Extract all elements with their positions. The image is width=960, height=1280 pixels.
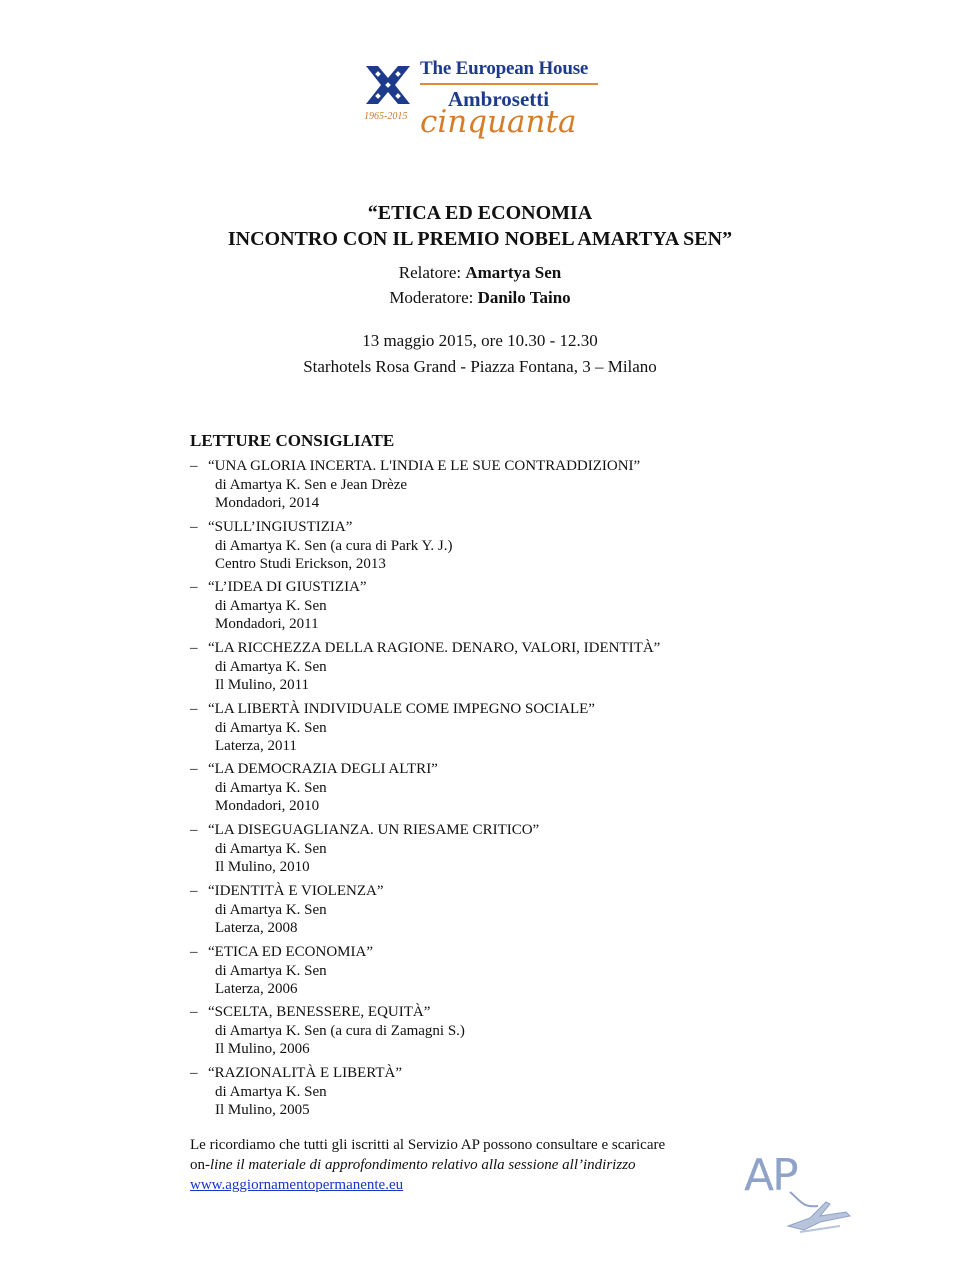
reading-title: “IDENTITÀ E VIOLENZA” (208, 882, 384, 899)
reading-item (190, 578, 790, 639)
reading-publisher: Laterza, 2006 (215, 980, 298, 997)
reading-title: “SULL’INGIUSTIZIA” (208, 518, 353, 535)
reading-author: di Amartya K. Sen (215, 659, 327, 676)
reading-item (190, 882, 790, 943)
event-title-line1: “ETICA ED ECONOMIA (367, 202, 593, 224)
moderatore-name: Danilo Taino (477, 288, 571, 307)
reading-item (190, 1064, 790, 1125)
reading-author: di Amartya K. Sen (215, 598, 327, 615)
reading-publisher: Mondadori, 2010 (215, 798, 320, 815)
reading-title: “SCELTA, BENESSERE, EQUITÀ” (208, 1004, 431, 1021)
event-venue: Starhotels Rosa Grand - Piazza Fontana, 3 – Milano (303, 357, 657, 376)
reading-dash: – (190, 700, 198, 717)
reading-dash: – (190, 1004, 198, 1021)
readings-list (190, 457, 790, 1125)
reading-publisher: Il Mulino, 2010 (215, 859, 310, 876)
reading-author: di Amartya K. Sen (215, 1083, 327, 1100)
moderatore-line (0, 288, 960, 308)
relatore-line (0, 263, 960, 283)
reading-item (190, 821, 790, 882)
reading-publisher: Laterza, 2008 (215, 919, 298, 936)
reading-author: di Amartya K. Sen (215, 962, 327, 979)
reading-author: di Amartya K. Sen (215, 780, 327, 797)
reading-publisher: Laterza, 2011 (215, 737, 297, 754)
reading-item (190, 457, 790, 518)
reading-author: di Amartya K. Sen (215, 719, 327, 736)
footer-line1: Le ricordiamo che tutti gli iscritti al Servizio AP possono consultare e scaricare (190, 1137, 666, 1153)
reading-item (190, 760, 790, 821)
ambrosetti-logo (362, 56, 612, 156)
reading-dash: – (190, 640, 198, 657)
reading-author: di Amartya K. Sen (a cura di Zamagni S.) (215, 1023, 465, 1040)
reading-dash: – (190, 579, 198, 596)
reading-publisher: Mondadori, 2014 (215, 495, 320, 511)
reading-dash: – (190, 882, 198, 899)
reading-title: “LA DISEGUAGLIANZA. UN RIESAME CRITICO” (208, 822, 540, 839)
footer-line2-plain: on (190, 1157, 205, 1173)
footer-link[interactable]: www.aggiornamentopermanente.eu (190, 1177, 404, 1193)
reading-author: di Amartya K. Sen (a cura di Park Y. J.) (215, 537, 453, 554)
logo-tagline: cinquanta (420, 104, 577, 140)
reading-title: “LA LIBERTÀ INDIVIDUALE COME IMPEGNO SOCIALE” (208, 700, 595, 717)
footer-note (190, 1135, 750, 1195)
airplane-icon (740, 1150, 860, 1240)
reading-dash: – (190, 458, 198, 474)
reading-title: “UNA GLORIA INCERTA. L'INDIA E LE SUE CONTRADDIZIONI” (208, 458, 641, 474)
event-date: 13 maggio 2015, ore 10.30 - 12.30 (362, 331, 598, 350)
reading-item (190, 943, 790, 1004)
reading-publisher: Il Mulino, 2011 (215, 677, 310, 694)
reading-dash: – (190, 518, 198, 535)
ambrosetti-mark-icon (362, 62, 414, 108)
reading-author: di Amartya K. Sen (215, 841, 327, 858)
reading-dash: – (190, 822, 198, 839)
reading-dash: – (190, 761, 198, 778)
reading-publisher: Centro Studi Erickson, 2013 (215, 555, 386, 572)
relatore-label: Relatore: (398, 263, 466, 282)
relatore-name: Amartya Sen (465, 263, 562, 282)
reading-item (190, 639, 790, 700)
event-title-line2: INCONTRO CON IL PREMIO NOBEL AMARTYA SEN” (227, 228, 733, 250)
reading-author: di Amartya K. Sen (215, 901, 327, 918)
reading-title: “LA RICCHEZZA DELLA RAGIONE. DENARO, VALORI, IDENTITÀ” (208, 640, 661, 657)
reading-title: “RAZIONALITÀ E LIBERTÀ” (208, 1064, 403, 1081)
reading-dash: – (190, 1064, 198, 1081)
reading-item (190, 700, 790, 761)
reading-author: di Amartya K. Sen e Jean Drèze (215, 477, 408, 493)
reading-dash: – (190, 943, 198, 960)
moderatore-label: Moderatore: (389, 288, 478, 307)
ap-logo-text: AP (744, 1150, 797, 1201)
reading-publisher: Il Mulino, 2005 (215, 1101, 310, 1118)
logo-line1: The European House (420, 58, 589, 79)
footer-line2-italic: -line il materiale di approfondimento relativo alla sessione all’indirizzo (205, 1157, 636, 1173)
footer-line2 (190, 1155, 750, 1175)
reading-publisher: Il Mulino, 2006 (215, 1041, 310, 1058)
reading-title: “L’IDEA DI GIUSTIZIA” (208, 579, 367, 596)
logo-divider (420, 83, 598, 85)
reading-item (190, 1003, 790, 1064)
ap-logo (740, 1150, 860, 1240)
reading-item (190, 518, 790, 579)
reading-title: “LA DEMOCRAZIA DEGLI ALTRI” (208, 761, 438, 778)
logo-years: 1965-2015 (364, 111, 408, 122)
reading-publisher: Mondadori, 2011 (215, 616, 319, 633)
reading-title: “ETICA ED ECONOMIA” (208, 943, 373, 960)
readings-title: LETTURE CONSIGLIATE (190, 431, 395, 450)
logo-line2: Ambrosetti (448, 87, 550, 111)
